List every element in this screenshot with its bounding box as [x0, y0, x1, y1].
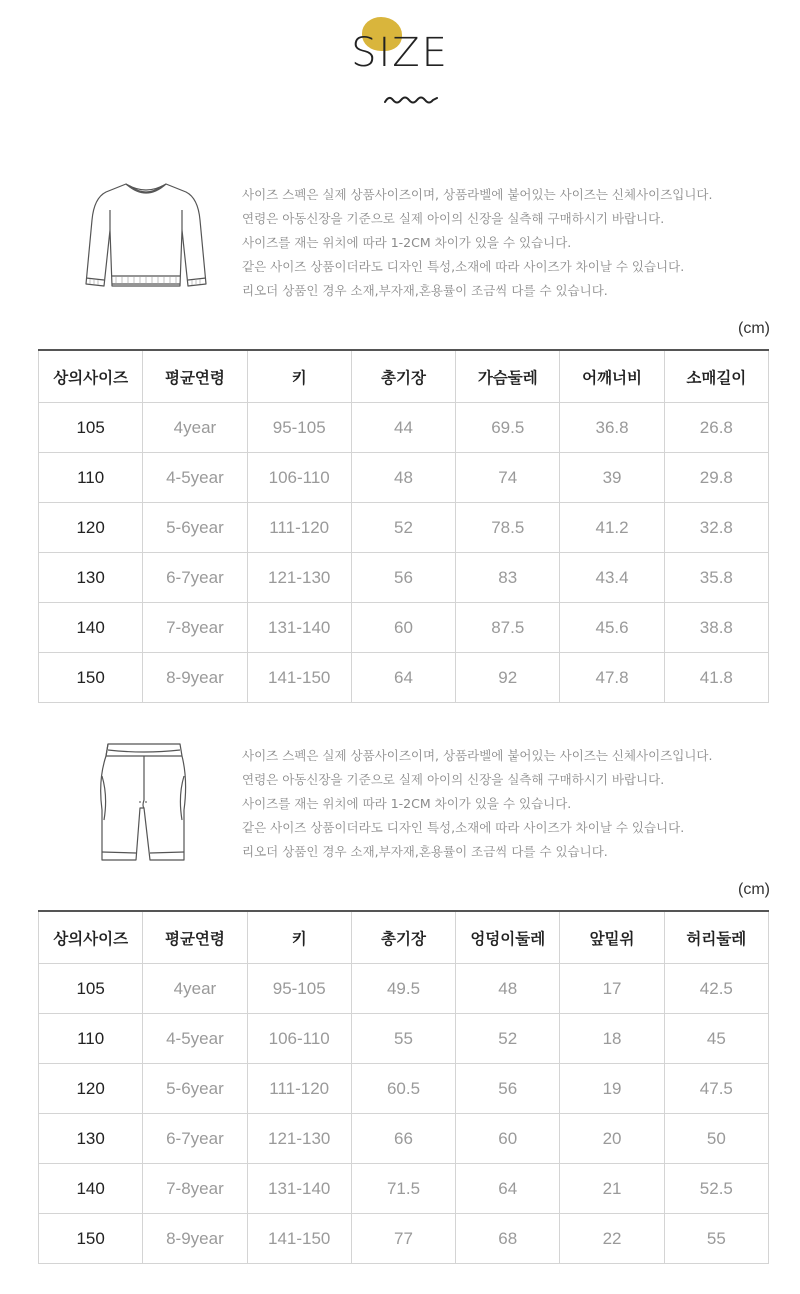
size-cell: 130	[39, 553, 143, 603]
table-header-row	[39, 911, 769, 964]
table-cell: 47.5	[664, 1064, 768, 1114]
shorts-illustration-icon	[98, 740, 188, 864]
table-cell: 78.5	[456, 503, 560, 553]
table-cell: 8-9year	[143, 653, 247, 703]
column-header: 어깨너비	[560, 350, 664, 403]
table-cell: 38.8	[664, 603, 768, 653]
table-cell: 35.8	[664, 553, 768, 603]
table-cell: 141-150	[247, 1214, 351, 1264]
table-cell: 8-9year	[143, 1214, 247, 1264]
table-cell: 60	[351, 603, 455, 653]
table-cell: 41.8	[664, 653, 768, 703]
table-cell: 69.5	[456, 403, 560, 453]
table-cell: 71.5	[351, 1164, 455, 1214]
table-cell: 106-110	[247, 453, 351, 503]
column-header: 키	[247, 911, 351, 964]
column-header: 상의사이즈	[39, 350, 143, 403]
top-size-table	[38, 349, 769, 703]
unit-label: (cm)	[738, 881, 770, 898]
table-cell: 87.5	[456, 603, 560, 653]
column-header: 가슴둘레	[456, 350, 560, 403]
column-header: 허리둘레	[664, 911, 768, 964]
table-cell: 17	[560, 964, 664, 1014]
table-row	[39, 1014, 769, 1064]
table-row	[39, 403, 769, 453]
table-cell: 49.5	[351, 964, 455, 1014]
table-cell: 55	[351, 1014, 455, 1064]
table-cell: 131-140	[247, 603, 351, 653]
note-line: 사이즈를 재는 위치에 따라 1-2CM 차이가 있을 수 있습니다.	[242, 796, 572, 811]
size-cell: 130	[39, 1114, 143, 1164]
note-line: 같은 사이즈 상품이더라도 디자인 특성,소재에 따라 사이즈가 차이날 수 있습니다.	[242, 820, 685, 835]
bottom-size-table	[38, 910, 769, 1264]
table-row	[39, 1064, 769, 1114]
table-cell: 7-8year	[143, 1164, 247, 1214]
size-header	[0, 0, 800, 110]
table-cell: 92	[456, 653, 560, 703]
size-cell: 140	[39, 603, 143, 653]
table-cell: 95-105	[247, 964, 351, 1014]
size-cell: 110	[39, 453, 143, 503]
table-cell: 50	[664, 1114, 768, 1164]
table-header-row	[39, 350, 769, 403]
table-cell: 74	[456, 453, 560, 503]
table-cell: 18	[560, 1014, 664, 1064]
table-cell: 131-140	[247, 1164, 351, 1214]
unit-label: (cm)	[738, 320, 770, 337]
table-cell: 7-8year	[143, 603, 247, 653]
table-cell: 106-110	[247, 1014, 351, 1064]
size-cell: 105	[39, 964, 143, 1014]
table-cell: 4-5year	[143, 1014, 247, 1064]
sweatshirt-illustration-icon	[82, 180, 210, 300]
note-line: 같은 사이즈 상품이더라도 디자인 특성,소재에 따라 사이즈가 차이날 수 있습니다.	[242, 259, 685, 274]
page-title: SIZE	[351, 30, 449, 76]
table-cell: 60	[456, 1114, 560, 1164]
note-line: 리오더 상품인 경우 소재,부자재,혼용률이 조금씩 다를 수 있습니다.	[242, 283, 608, 298]
table-cell: 111-120	[247, 503, 351, 553]
top-notes	[242, 183, 712, 303]
table-cell: 68	[456, 1214, 560, 1264]
table-cell: 48	[351, 453, 455, 503]
table-row	[39, 603, 769, 653]
table-cell: 56	[456, 1064, 560, 1114]
column-header: 상의사이즈	[39, 911, 143, 964]
table-cell: 44	[351, 403, 455, 453]
size-cell: 120	[39, 1064, 143, 1114]
table-cell: 43.4	[560, 553, 664, 603]
table-cell: 5-6year	[143, 503, 247, 553]
size-cell: 120	[39, 503, 143, 553]
note-line: 사이즈 스펙은 실제 상품사이즈이며, 상품라벨에 붙어있는 사이즈는 신체사이즈입니다.	[242, 187, 713, 202]
note-line: 연령은 아동신장을 기준으로 실제 아이의 신장을 실측해 구매하시기 바랍니다.	[242, 211, 665, 226]
column-header: 총기장	[351, 350, 455, 403]
note-line: 사이즈를 재는 위치에 따라 1-2CM 차이가 있을 수 있습니다.	[242, 235, 572, 250]
column-header: 총기장	[351, 911, 455, 964]
table-cell: 6-7year	[143, 553, 247, 603]
column-header: 엉덩이둘레	[456, 911, 560, 964]
table-cell: 36.8	[560, 403, 664, 453]
table-cell: 19	[560, 1064, 664, 1114]
table-cell: 52	[351, 503, 455, 553]
column-header: 평균연령	[143, 911, 247, 964]
table-cell: 45	[664, 1014, 768, 1064]
table-cell: 42.5	[664, 964, 768, 1014]
table-cell: 95-105	[247, 403, 351, 453]
note-line: 연령은 아동신장을 기준으로 실제 아이의 신장을 실측해 구매하시기 바랍니다.	[242, 772, 665, 787]
table-cell: 22	[560, 1214, 664, 1264]
size-cell: 150	[39, 653, 143, 703]
table-cell: 4year	[143, 964, 247, 1014]
column-header: 소매길이	[664, 350, 768, 403]
size-cell: 140	[39, 1164, 143, 1214]
table-cell: 77	[351, 1214, 455, 1264]
table-row	[39, 553, 769, 603]
table-cell: 56	[351, 553, 455, 603]
table-cell: 83	[456, 553, 560, 603]
table-cell: 121-130	[247, 1114, 351, 1164]
table-cell: 4-5year	[143, 453, 247, 503]
table-cell: 55	[664, 1214, 768, 1264]
table-cell: 29.8	[664, 453, 768, 503]
table-cell: 121-130	[247, 553, 351, 603]
table-cell: 52	[456, 1014, 560, 1064]
table-row	[39, 1214, 769, 1264]
table-cell: 4year	[143, 403, 247, 453]
table-cell: 60.5	[351, 1064, 455, 1114]
table-cell: 6-7year	[143, 1114, 247, 1164]
table-cell: 66	[351, 1114, 455, 1164]
note-line: 리오더 상품인 경우 소재,부자재,혼용률이 조금씩 다를 수 있습니다.	[242, 844, 608, 859]
note-line: 사이즈 스펙은 실제 상품사이즈이며, 상품라벨에 붙어있는 사이즈는 신체사이즈입니다.	[242, 748, 713, 763]
table-row	[39, 503, 769, 553]
table-row	[39, 453, 769, 503]
table-cell: 32.8	[664, 503, 768, 553]
column-header: 평균연령	[143, 350, 247, 403]
table-row	[39, 1164, 769, 1214]
size-cell: 110	[39, 1014, 143, 1064]
wave-divider-icon	[384, 94, 438, 106]
table-cell: 47.8	[560, 653, 664, 703]
table-row	[39, 1114, 769, 1164]
table-cell: 39	[560, 453, 664, 503]
table-cell: 141-150	[247, 653, 351, 703]
table-cell: 5-6year	[143, 1064, 247, 1114]
table-cell: 64	[351, 653, 455, 703]
column-header: 앞밑위	[560, 911, 664, 964]
bottom-notes	[242, 744, 712, 864]
size-cell: 150	[39, 1214, 143, 1264]
table-cell: 20	[560, 1114, 664, 1164]
table-row	[39, 964, 769, 1014]
table-cell: 64	[456, 1164, 560, 1214]
table-cell: 21	[560, 1164, 664, 1214]
size-cell: 105	[39, 403, 143, 453]
table-cell: 111-120	[247, 1064, 351, 1114]
table-row	[39, 653, 769, 703]
table-cell: 48	[456, 964, 560, 1014]
table-cell: 52.5	[664, 1164, 768, 1214]
table-cell: 45.6	[560, 603, 664, 653]
table-cell: 26.8	[664, 403, 768, 453]
table-cell: 41.2	[560, 503, 664, 553]
column-header: 키	[247, 350, 351, 403]
